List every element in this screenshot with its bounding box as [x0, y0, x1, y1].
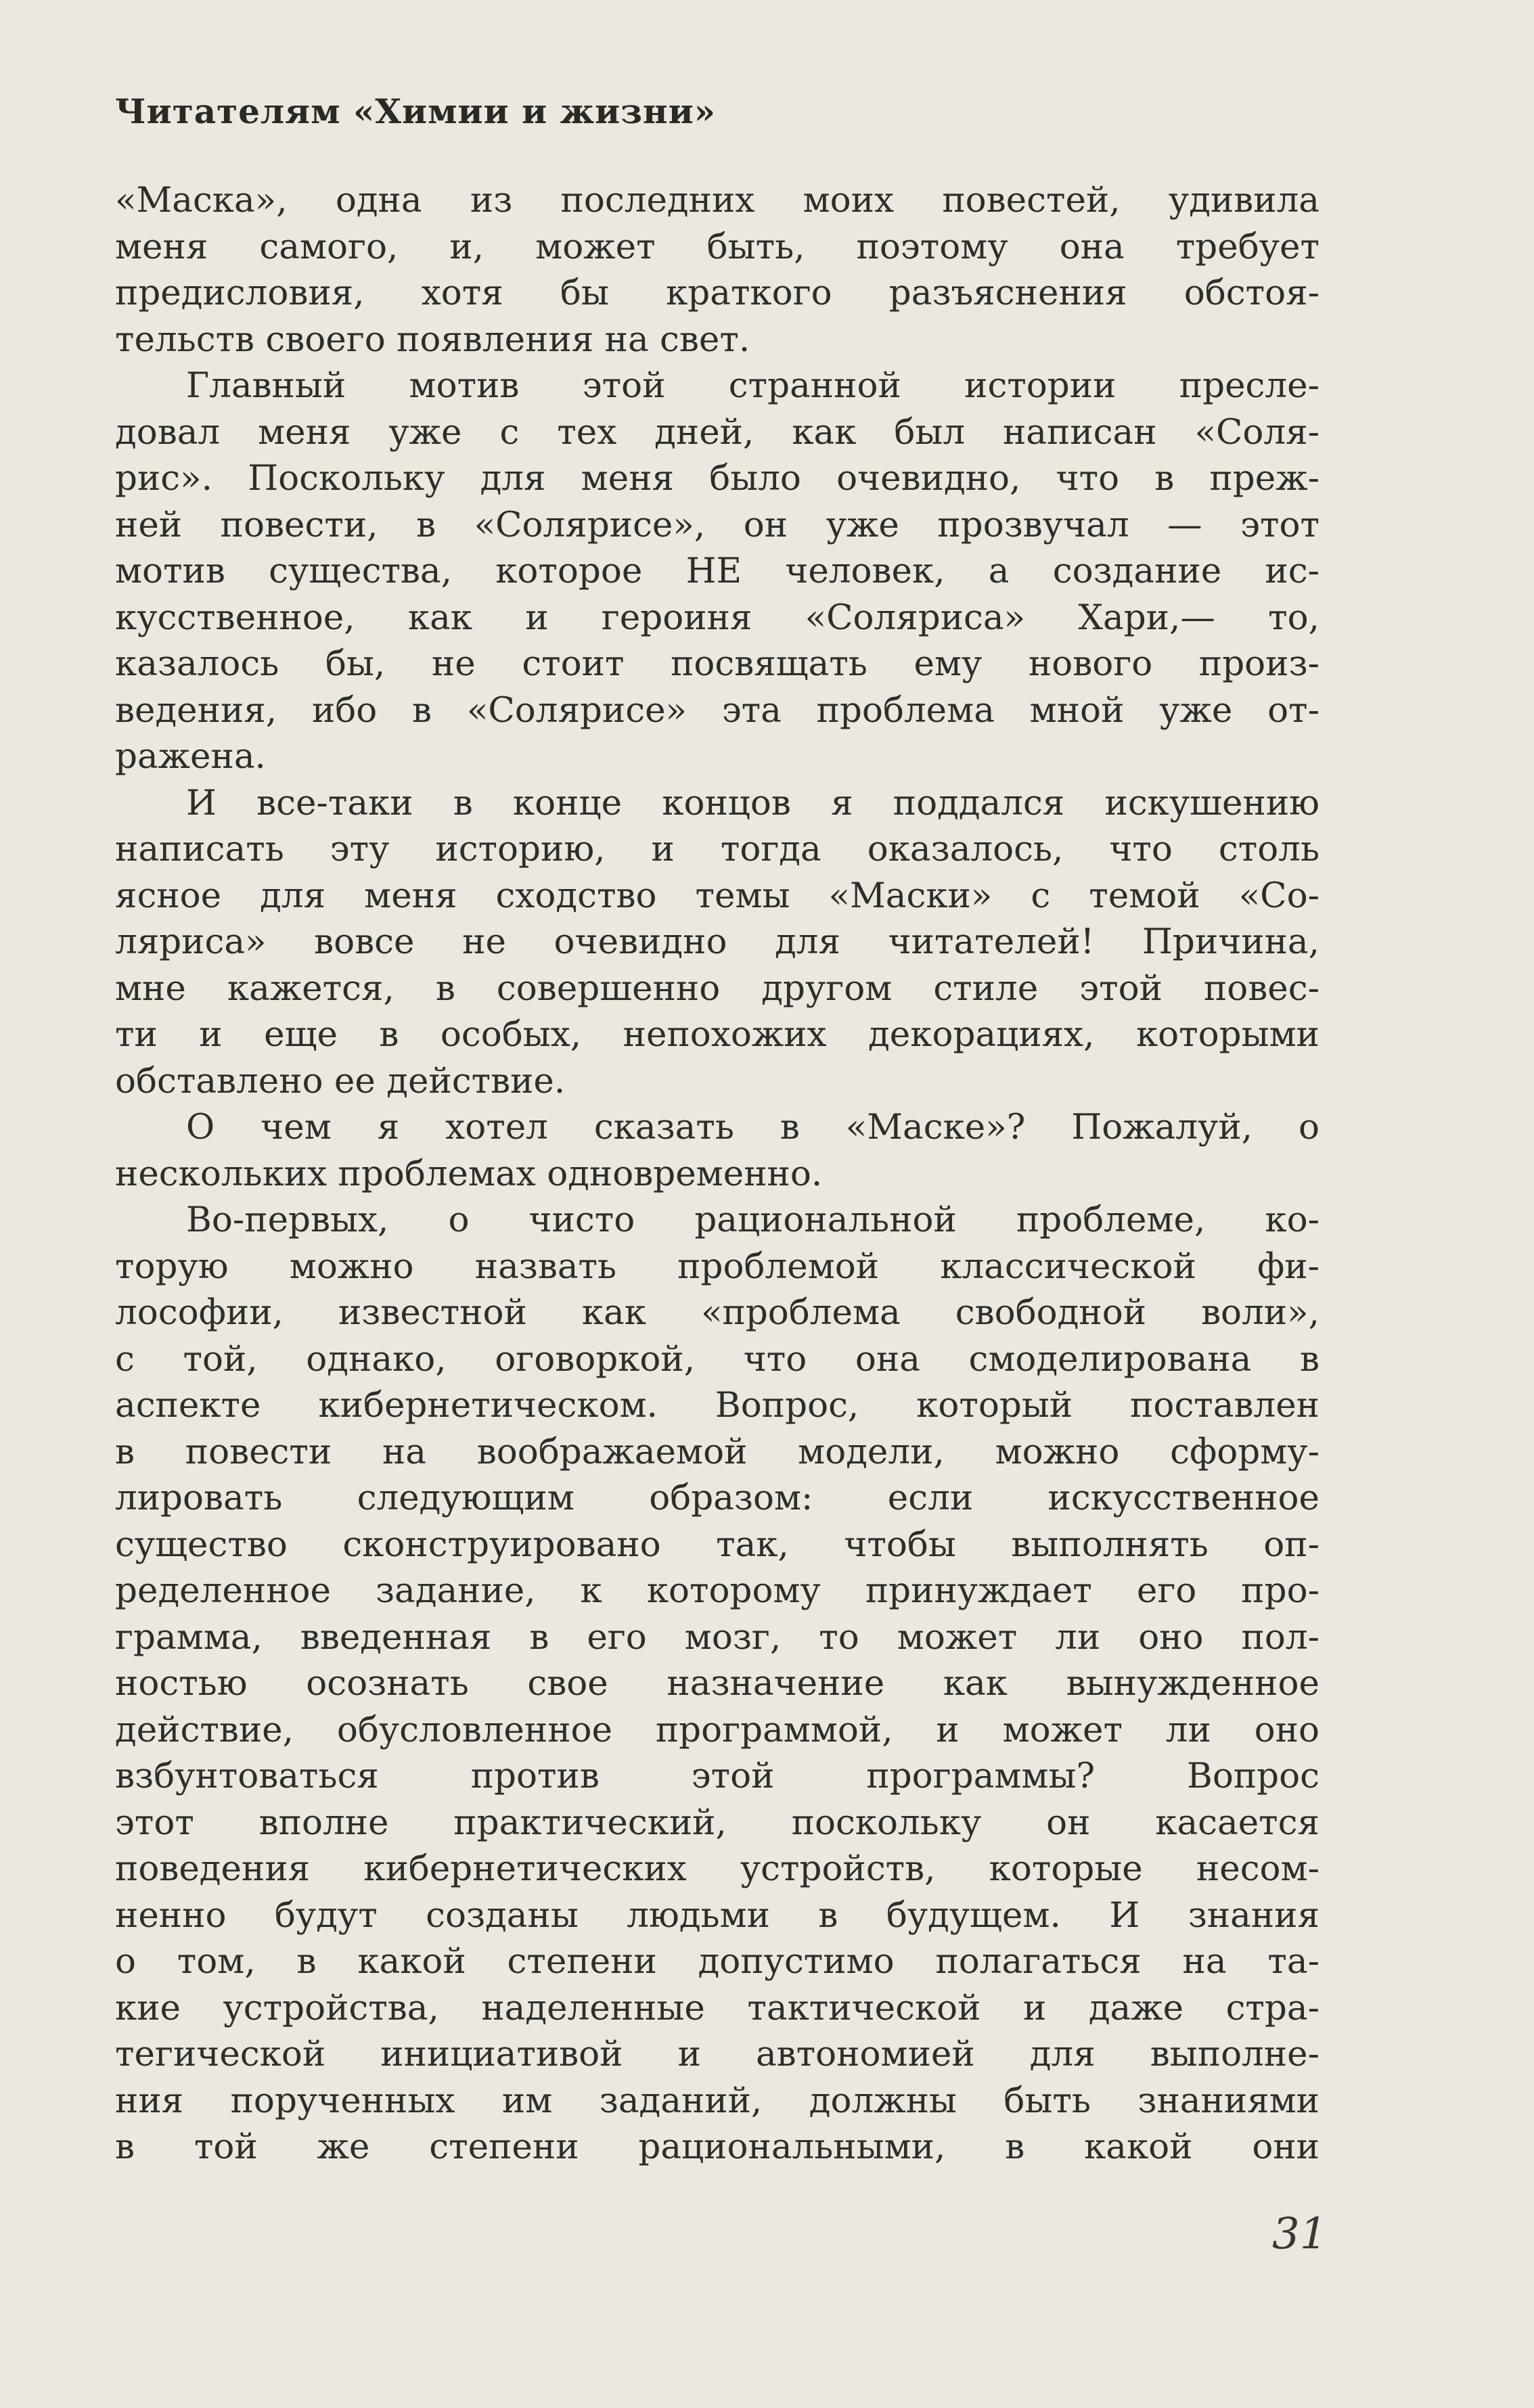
- text-line: лософии, известной как «проблема свободной воли»,: [115, 1292, 1319, 1333]
- text-line: поведения кибернетических устройств, которые несом-: [115, 1848, 1319, 1889]
- text-line: кусственное, как и героиня «Соляриса» Хари,— то,: [115, 597, 1319, 638]
- text-line: аспекте кибернетическом. Вопрос, который поставлен: [115, 1385, 1319, 1426]
- text-line: ней повести, в «Солярисе», он уже прозвучал — этот: [115, 504, 1319, 545]
- text-line: предисловия, хотя бы краткого разъяснения обстоя-: [115, 273, 1319, 313]
- text-line: ненно будут созданы людьми в будущем. И знания: [115, 1894, 1319, 1936]
- text-line: казалось бы, не стоит посвящать ему нового произ-: [115, 643, 1319, 684]
- text-line: тельств своего появления на свет.: [115, 319, 750, 360]
- text-line: Во-первых, о чисто рациональной проблеме, ко-: [186, 1200, 1319, 1240]
- text-line: ведения, ибо в «Солярисе» эта проблема мной уже от-: [115, 689, 1319, 731]
- page-number: 31: [1272, 2209, 1328, 2259]
- text-line: взбунтоваться против этой программы? Вопрос: [115, 1756, 1319, 1796]
- text-line: довал меня уже с тех дней, как был написан «Соля-: [115, 411, 1319, 453]
- text-line: о том, в какой степени допустимо полагаться на та-: [115, 1941, 1319, 1982]
- text-line: грамма, введенная в его мозг, то может ли оно пол-: [115, 1616, 1319, 1658]
- text-line: обставлено ее действие.: [115, 1060, 566, 1101]
- text-line: О чем я хотел сказать в «Маске»? Пожалуй, о: [186, 1107, 1319, 1148]
- text-line: ностью осознать свое назначение как вынужденное: [115, 1663, 1319, 1704]
- text-line: рис». Поскольку для меня было очевидно, что в преж-: [115, 458, 1319, 499]
- page-header: Читателям «Химии и жизни»: [115, 91, 716, 131]
- text-line: кие устройства, наделенные тактической и даже стра-: [115, 1987, 1319, 2028]
- text-line: Главный мотив этой странной истории пресле-: [186, 365, 1319, 406]
- text-line: в повести на воображаемой модели, можно сформу-: [115, 1431, 1319, 1472]
- text-line: этот вполне практический, поскольку он касается: [115, 1802, 1319, 1843]
- text-line: существо сконструировано так, чтобы выполнять оп-: [115, 1524, 1319, 1565]
- text-line: с той, однако, оговоркой, что она смоделирована в: [115, 1338, 1319, 1380]
- text-line: меня самого, и, может быть, поэтому она требует: [115, 226, 1319, 267]
- text-line: мне кажется, в совершенно другом стиле этой повес-: [115, 968, 1319, 1009]
- text-line: ния порученных им заданий, должны быть знаниями: [115, 2080, 1319, 2121]
- text-line: И все-таки в конце концов я поддался искушению: [186, 782, 1319, 823]
- text-line: действие, обусловленное программой, и может ли оно: [115, 1709, 1319, 1750]
- text-line: торую можно назвать проблемой классической фи-: [115, 1246, 1319, 1287]
- text-line: ляриса» вовсе не очевидно для читателей! Причина,: [115, 922, 1319, 962]
- body-text: [115, 177, 1319, 2171]
- text-line: «Маска», одна из последних моих повестей, удивила: [115, 180, 1319, 221]
- text-line: нескольких проблемах одновременно.: [115, 1153, 823, 1194]
- text-line: ти и еще в особых, непохожих декорациях, которыми: [115, 1014, 1319, 1055]
- text-line: ражена.: [115, 736, 266, 777]
- text-line: ределенное задание, к которому принуждает его про-: [115, 1570, 1319, 1611]
- text-line: ясное для меня сходство темы «Маски» с темой «Со-: [115, 875, 1319, 916]
- text-line: мотив существа, которое НЕ человек, а создание ис-: [115, 551, 1319, 591]
- text-line: лировать следующим образом: если искусственное: [115, 1478, 1319, 1518]
- text-line: в той же степени рациональными, в какой они: [115, 2127, 1319, 2167]
- text-line: написать эту историю, и тогда оказалось, что столь: [115, 829, 1319, 869]
- text-line: тегической инициативой и автономией для выполне-: [115, 2034, 1319, 2074]
